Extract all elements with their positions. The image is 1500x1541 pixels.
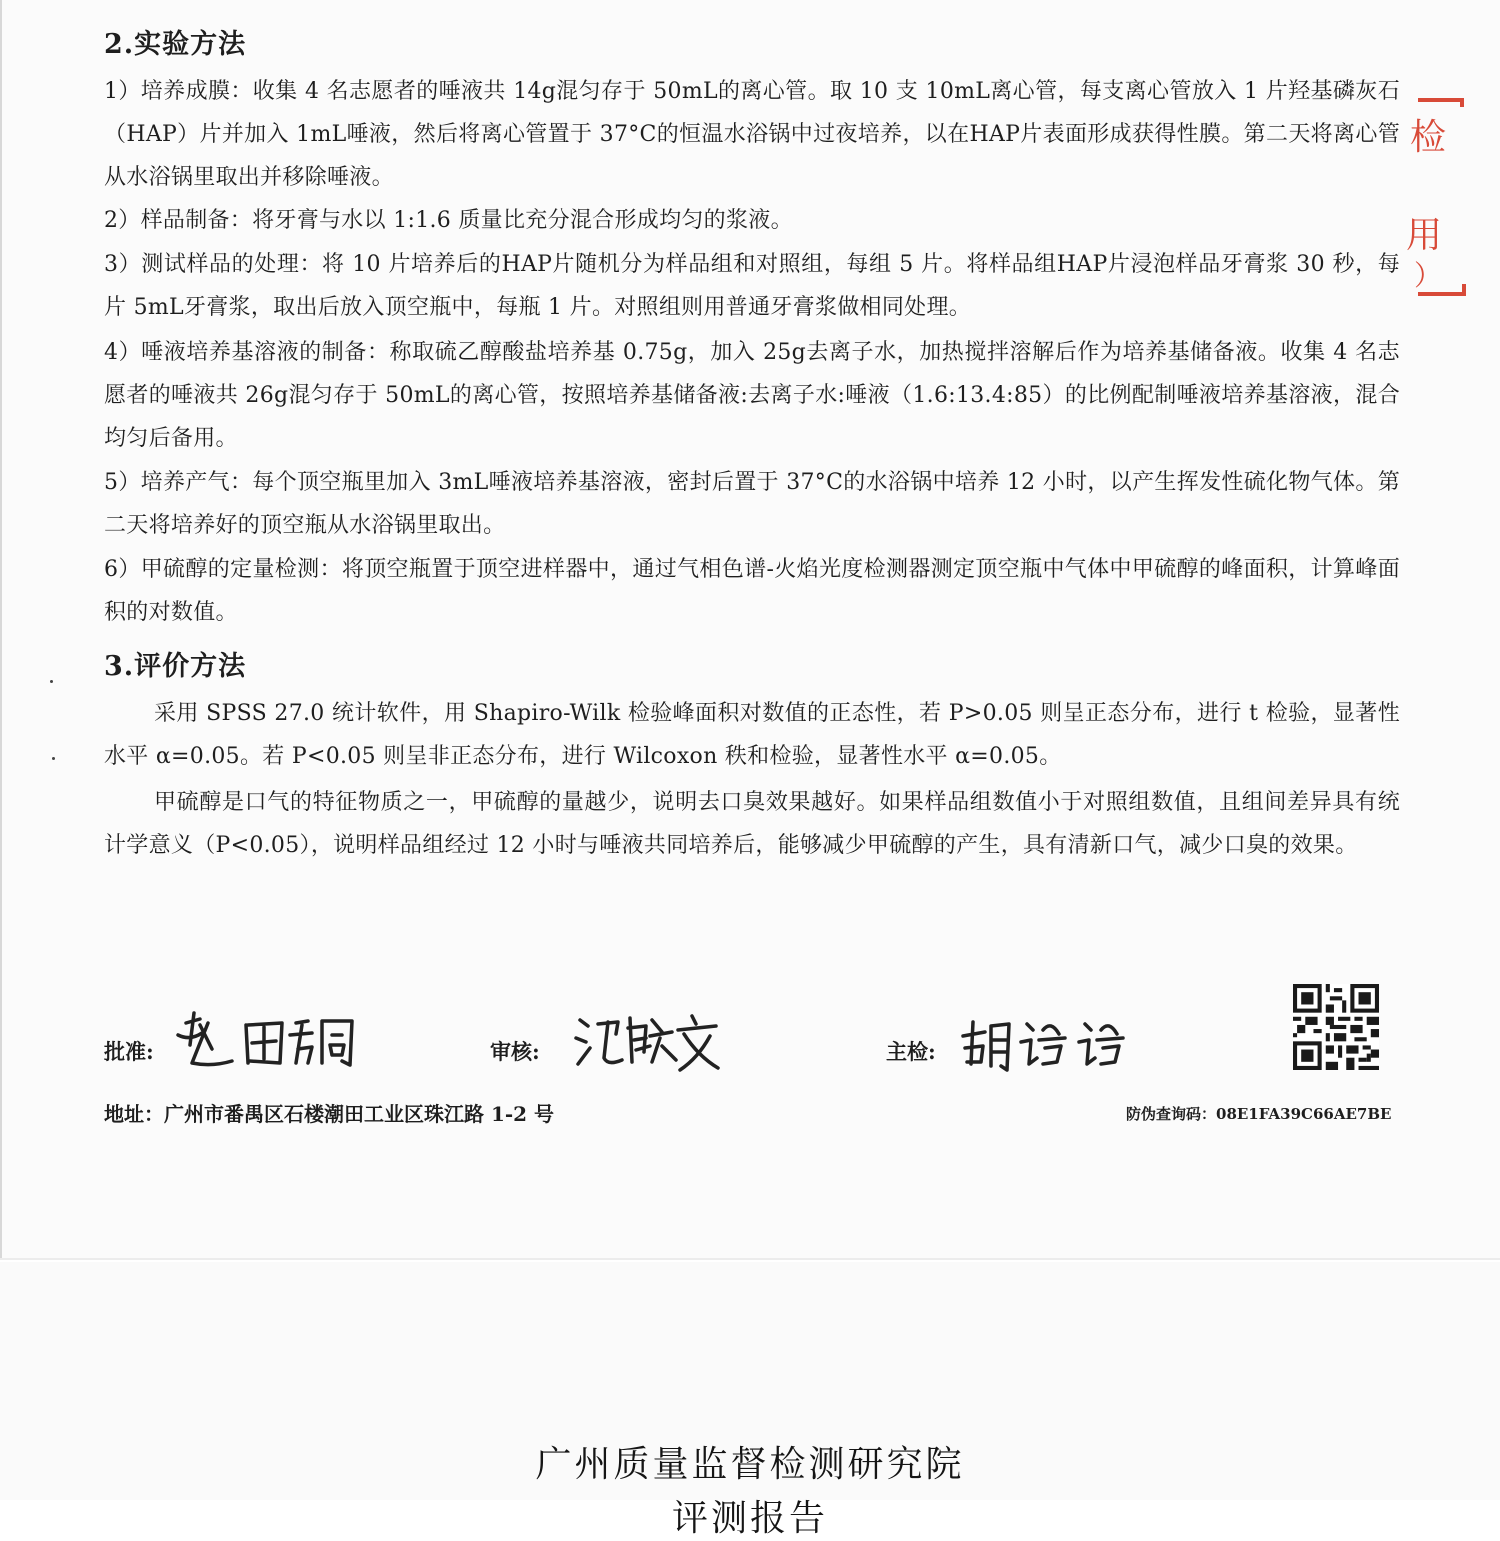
section-heading-evaluation: 3.评价方法 xyxy=(104,651,247,682)
page-edge xyxy=(0,1258,1500,1260)
inspector-signature xyxy=(957,1012,1137,1076)
anti-counterfeit-code: 防伪查询码：08E1FA39C66AE7BE xyxy=(1126,1105,1392,1123)
stamp-border xyxy=(1418,98,1464,107)
method-step-3: 3）测试样品的处理：将 10 片培养后的HAP片随机分为样品组和对照组，每组 5 片。将样品组HAP片浸泡样品牙膏浆 30 秒，每片 5mL牙膏浆，取出后放入顶空瓶中，每瓶 1 片。对照组则用普通牙膏浆做相同处理。 xyxy=(104,252,1400,320)
next-page-organization: 广州质量监督检测研究院 xyxy=(535,1444,965,1485)
method-step-5: 5）培养产气：每个顶空瓶里加入 3mL唾液培养基溶液，密封后置于 37°C的水浴锅中培养 12 小时，以产生挥发性硫化物气体。第二天将培养好的顶空瓶从水浴锅里取出。 xyxy=(104,470,1400,538)
address-line: 地址：广州市番禺区石楼潮田工业区珠江路 1-2 号 xyxy=(104,1102,555,1126)
verification-qr-code xyxy=(1292,984,1380,1070)
stamp-text: ） xyxy=(1414,259,1443,292)
scan-speck xyxy=(50,680,53,683)
evaluation-paragraph-2: 甲硫醇是口气的特征物质之一，甲硫醇的量越少，说明去口臭效果越好。如果样品组数值小于对照组数值，且组间差异具有统计学意义（P<0.05），说明样品组经过 12 小时与唾液共同培养后，能够减少甲硫醇的产生，具有清新口气，减少口臭的效果。 xyxy=(104,790,1400,858)
section-heading-methods: 2.实验方法 xyxy=(104,29,247,60)
approver-signature xyxy=(172,1005,362,1077)
method-step-6: 6）甲硫醇的定量检测：将顶空瓶置于顶空进样器中，通过气相色谱-火焰光度检测器测定顶空瓶中气体中甲硫醇的峰面积，计算峰面积的对数值。 xyxy=(104,557,1400,625)
inspection-stamp xyxy=(1406,98,1470,303)
stamp-border xyxy=(1418,284,1466,296)
stamp-text: 检 xyxy=(1410,117,1447,158)
scan-speck xyxy=(52,757,55,760)
next-page-subtitle: 评测报告 xyxy=(671,1498,828,1539)
next-page-subtitle-clip xyxy=(0,1488,1500,1539)
reviewer-signature xyxy=(572,1008,722,1076)
method-step-1: 1）培养成膜：收集 4 名志愿者的唾液共 14g混匀存于 50mL的离心管。取 10 支 10mL离心管，每支离心管放入 1 片羟基磷灰石（HAP）片并加入 1mL唾液，然后将离心管置于 37°C的恒温水浴锅中过夜培养，以在HAP片表面形成获得性膜。第二天将离心管从水浴锅里取出并移除唾液。 xyxy=(104,79,1400,190)
approve-label: 批准: xyxy=(104,1039,154,1064)
method-step-2: 2）样品制备：将牙膏与水以 1:1.6 质量比充分混合形成均匀的浆液。 xyxy=(104,208,793,233)
review-label: 审核: xyxy=(490,1039,540,1064)
inspect-label: 主检: xyxy=(886,1039,936,1064)
method-step-4: 4）唾液培养基溶液的制备：称取硫乙醇酸盐培养基 0.75g，加入 25g去离子水，加热搅拌溶解后作为培养基储备液。收集 4 名志愿者的唾液共 26g混匀存于 50mL的离心管，按照培养基储备液:去离子水:唾液（1.6:13.4:85）的比例配制唾液培养基溶液，混合均匀后备用。 xyxy=(104,340,1400,451)
stamp-text: 用 xyxy=(1406,215,1443,256)
evaluation-paragraph-1: 采用 SPSS 27.0 统计软件，用 Shapiro-Wilk 检验峰面积对数值的正态性，若 P>0.05 则呈正态分布，进行 t 检验，显著性水平 α=0.05。若 P<0.05 则呈非正态分布，进行 Wilcoxon 秩和检验，显著性水平 α=0.05。 xyxy=(104,701,1400,769)
